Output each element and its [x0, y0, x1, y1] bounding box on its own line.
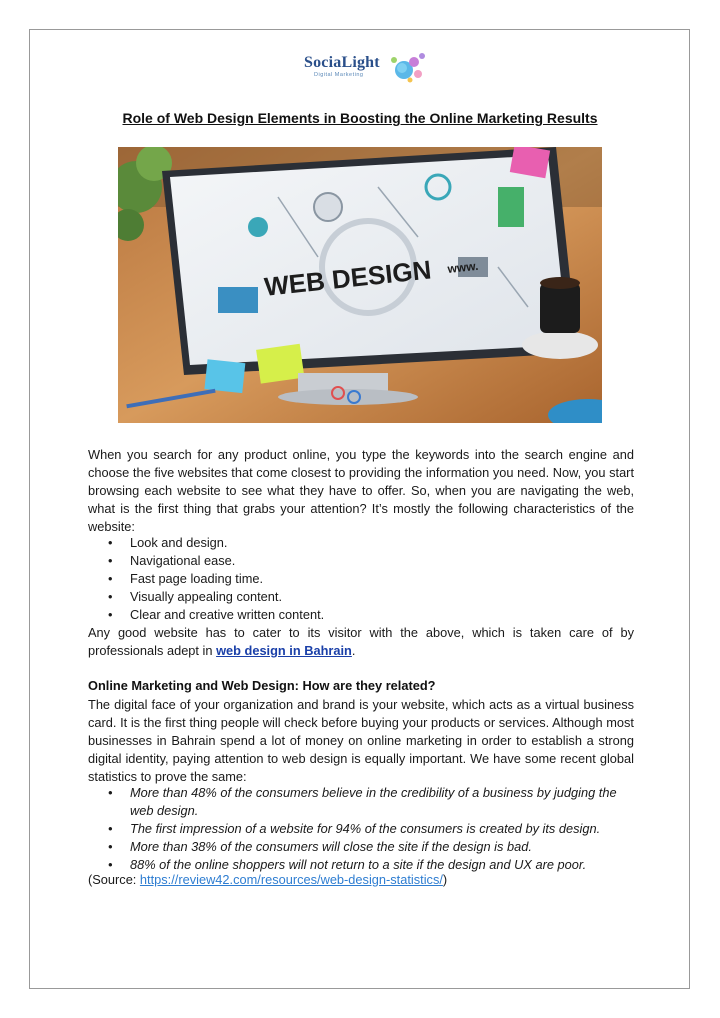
document-title: Role of Web Design Elements in Boosting the Online Marketing Results — [122, 110, 598, 126]
list-item: • Fast page loading time. — [88, 570, 634, 588]
logo-bubbles-icon — [382, 50, 428, 84]
socialight-logo — [300, 50, 430, 86]
paragraph-digital-face: The digital face of your organization and brand is your website, which acts as a virtual business card. It is the first thing people will check before buying your products or services. Although most businesses in Bahrain spend a lot of money on online marketing in order to establish a strong digital identity, paying attention to web design is equally important. We have some recent global statistics to prove the same: — [88, 697, 634, 784]
web-design-hero-image — [118, 147, 602, 423]
list-item: • The first impression of a website for 94% of the consumers is created by its design. — [88, 820, 634, 838]
list-item: • Visually appealing content. — [88, 588, 634, 606]
list-item: • More than 38% of the consumers will close the site if the design is bad. — [88, 838, 634, 856]
source-link[interactable]: https://review42.com/resources/web-design-statistics/ — [139, 872, 443, 887]
hero-screen-text: WEB DESIGN — [262, 254, 433, 302]
list-item: • 88% of the online shoppers will not return to a site if the design and UX are poor. — [88, 856, 634, 874]
web-design-bahrain-link[interactable]: web design in Bahrain — [216, 643, 352, 658]
list-item: • More than 48% of the consumers believe in the credibility of a business by judging the web design. — [88, 784, 634, 820]
source-suffix: ) — [442, 872, 448, 887]
logo-tagline: Digital Marketing — [314, 72, 364, 78]
paragraph2-before-link: Any good website has to cater to its visitor with the above, which is taken care of by professionals adept in — [88, 625, 634, 658]
hero-www-text: www. — [446, 258, 480, 276]
paragraph2-after-link: . — [351, 643, 356, 658]
characteristics-list — [88, 534, 634, 624]
list-item: • Navigational ease. — [88, 552, 634, 570]
source-citation — [88, 872, 447, 887]
paragraph-web-design-bahrain — [88, 624, 634, 660]
section-heading: Online Marketing and Web Design: How are they related? — [88, 678, 436, 693]
logo-name: SociaLight — [304, 54, 380, 71]
intro-paragraph: When you search for any product online, you type the keywords into the search engine and choose the five websites that come closest to providing the information you need. Now, you start browsing each website to see what they have to offer. So, when you are navigating the web, what is the first thing that grabs your attention? It’s mostly the following characteristics of the website: — [88, 447, 634, 534]
list-item: • Clear and creative written content. — [88, 606, 634, 624]
statistics-list — [88, 784, 634, 874]
source-prefix: (Source: — [88, 872, 140, 887]
list-item: • Look and design. — [88, 534, 634, 552]
